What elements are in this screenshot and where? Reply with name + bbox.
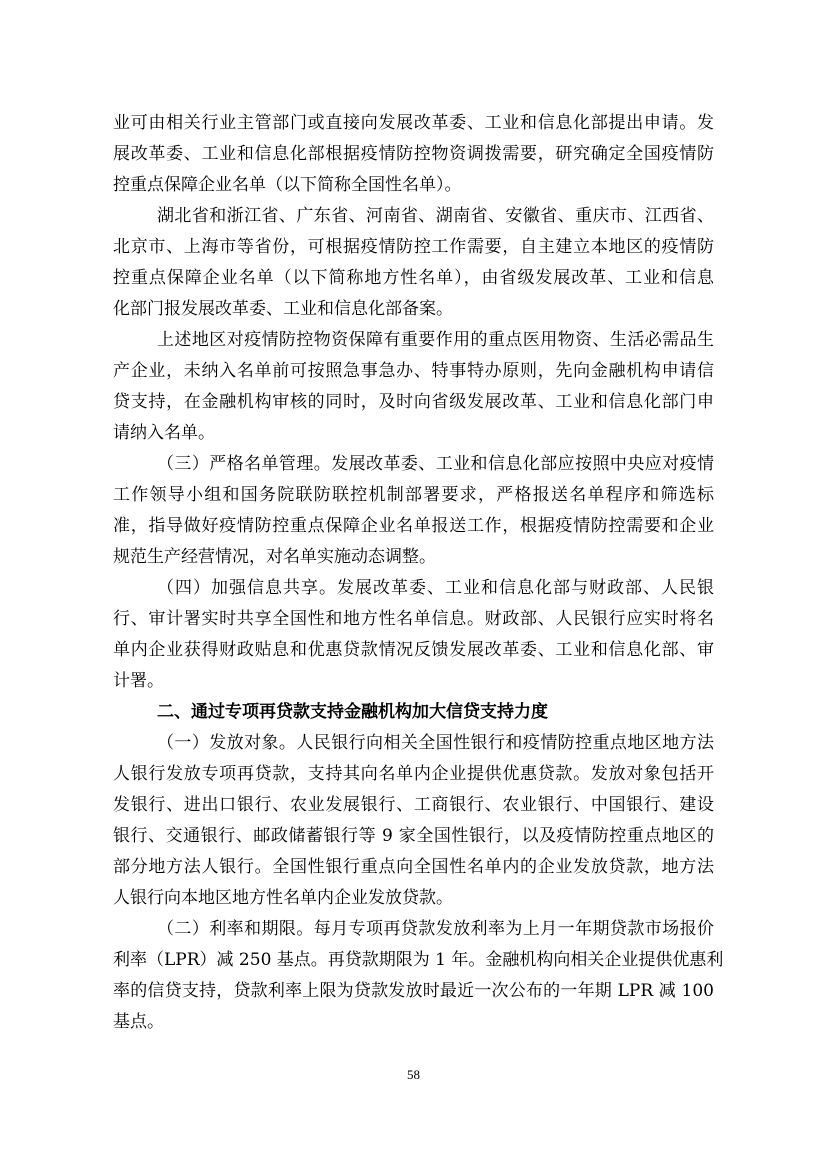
text-line: 展改革委、工业和信息化部根据疫情防控物资调拨需要，研究确定全国疫情防 xyxy=(113,144,714,164)
text-line: 请纳入名单。 xyxy=(113,423,215,443)
body-text xyxy=(113,108,724,1038)
text-line: 基点。 xyxy=(113,1012,164,1032)
text-line: 银行、交通银行、邮政储蓄银行等 9 家全国性银行，以及疫情防控重点地区的 xyxy=(113,826,714,846)
text-line: 准，指导做好疫情防控重点保障企业名单报送工作，根据疫情防控需要和企业 xyxy=(113,516,714,536)
text-line: 业可由相关行业主管部门或直接向发展改革委、工业和信息化部提出申请。发 xyxy=(113,113,714,133)
text-line: 人银行发放专项再贷款，支持其向名单内企业提供优惠贷款。发放对象包括开 xyxy=(113,764,714,784)
text-line: （四）加强信息共享。发展改革委、工业和信息化部与财政部、人民银 xyxy=(157,578,714,598)
paragraph xyxy=(113,728,714,914)
text-line: 上述地区对疫情防控物资保障有重要作用的重点医用物资、生活必需品生 xyxy=(157,330,714,350)
text-line: 产企业，未纳入名单前可按照急事急办、特事特办原则，先向金融机构申请信 xyxy=(113,361,714,381)
text-line: 规范生产经营情况，对名单实施动态调整。 xyxy=(113,547,436,567)
text-line: 利率（LPR）减 250 基点。再贷款期限为 1 年。金融机构向相关企业提供优惠利 xyxy=(113,950,724,970)
text-line: 贷支持，在金融机构审核的同时，及时向省级发展改革、工业和信息化部门申 xyxy=(113,392,714,412)
text-line: 人银行向本地区地方性名单内企业发放贷款。 xyxy=(113,888,453,908)
text-line: 北京市、上海市等省份，可根据疫情防控工作需要，自主建立本地区的疫情防 xyxy=(113,237,714,257)
text-line: 化部门报发展改革委、工业和信息化部备案。 xyxy=(113,299,453,319)
paragraph xyxy=(113,914,724,1038)
section-heading: 二、通过专项再贷款支持金融机构加大信贷支持力度 xyxy=(157,702,548,722)
text-line: （二）利率和期限。每月专项再贷款发放利率为上月一年期贷款市场报价 xyxy=(157,919,714,939)
paragraph xyxy=(113,449,714,573)
paragraph xyxy=(113,108,714,201)
text-line: 控重点保障企业名单（以下简称全国性名单）。 xyxy=(113,175,462,195)
paragraph xyxy=(113,325,714,449)
text-line: 发银行、进出口银行、农业发展银行、工商银行、农业银行、中国银行、建设 xyxy=(113,795,714,815)
text-line: 单内企业获得财政贴息和优惠贷款情况反馈发展改革委、工业和信息化部、审 xyxy=(113,640,714,660)
text-line: 部分地方法人银行。全国性银行重点向全国性名单内的企业发放贷款，地方法 xyxy=(113,857,714,877)
page-number: 58 xyxy=(407,1067,420,1082)
text-line: （一）发放对象。人民银行向相关全国性银行和疫情防控重点地区地方法 xyxy=(157,733,714,753)
text-line: 工作领导小组和国务院联防联控机制部署要求，严格报送名单程序和筛选标 xyxy=(113,485,714,505)
text-line: 湖北省和浙江省、广东省、河南省、湖南省、安徽省、重庆市、江西省、 xyxy=(157,206,714,226)
text-line: 控重点保障企业名单（以下简称地方性名单），由省级发展改革、工业和信息 xyxy=(113,268,714,288)
paragraph xyxy=(113,201,714,325)
text-line: 率的信贷支持，贷款利率上限为贷款发放时最近一次公布的一年期 LPR 减 100 xyxy=(113,981,714,1001)
text-line: （三）严格名单管理。发展改革委、工业和信息化部应按照中央应对疫情 xyxy=(157,454,714,474)
text-line: 计署。 xyxy=(113,671,164,691)
paragraph xyxy=(113,573,714,697)
text-line: 行、审计署实时共享全国性和地方性名单信息。财政部、人民银行应实时将名 xyxy=(113,609,714,629)
